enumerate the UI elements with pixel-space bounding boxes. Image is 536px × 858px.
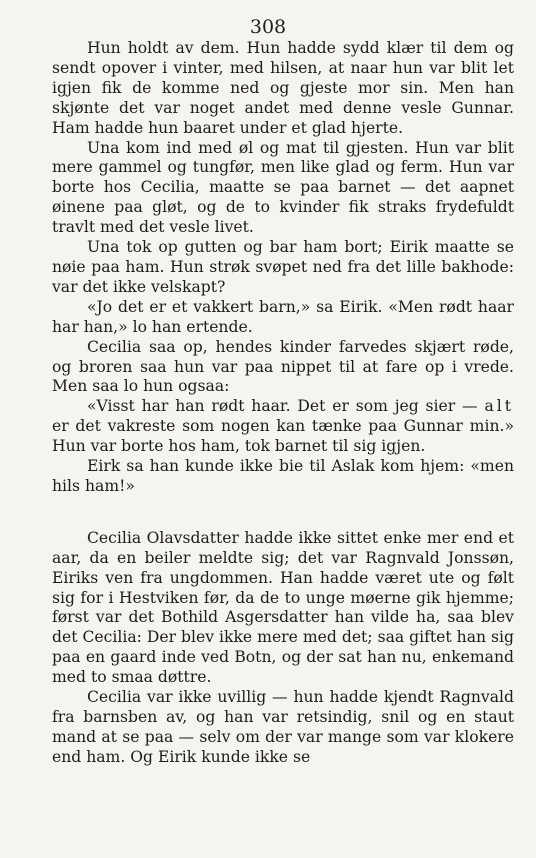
paragraph: Eirk sa han kunde ikke bie til Aslak kom hjem: «men hils ham!»	[52, 457, 514, 495]
paragraph: Hun holdt av dem. Hun hadde sydd klær til dem og sendt opover i vinter, med hilsen, at naar hun var blit let igjen fik de komme ned og gjeste mor sin. Men han skjønte det var noget andet med denne vesle Gunnar. Ham hadde hun baaret under et glad hjerte.	[52, 39, 514, 137]
paragraph: Cecilia saa op, hendes kinder farvedes skjært røde, og broren saa hun var paa nippet til at fare op i vrede. Men saa lo hun ogsaa:	[52, 337, 514, 396]
paragraph: Una kom ind med øl og mat til gjesten. Hun var blit mere gammel og tungfør, men like glad og ferm. Hun var borte hos Cecilia, maatte se paa barnet — det aapnet øinene paa gløt, og de to kvinder fik straks frydefuldt travlt med det vesle livet.	[52, 138, 514, 237]
emphasized-word: alt	[484, 397, 514, 416]
paragraph: Cecilia Olavsdatter hadde ikke sittet enke mer end et aar, da en beiler meldte sig; det var Ragnvald Jonssøn, Eiriks ven fra ungdommen. Han hadde været ute og følt sig for i Hestviken før, da de to unge møerne gik hjemme; først var det Bothild Asgersdatter han vilde ha, saa blev det Cecilia: Der blev ikke mere med det; saa giftet han sig paa en gaard inde ved Botn, og der sat han nu, enkemand med to smaa døttre.	[52, 528, 514, 687]
paragraph: «Jo det er et vakkert barn,» sa Eirik. «Men rødt haar har han,» lo han ertende.	[52, 297, 514, 336]
paragraph-quote	[52, 397, 514, 457]
paragraph: Una tok op gutten og bar ham bort; Eirik maatte se nøie paa ham. Hun strøk svøpet ned fra det lille bakhode: var det ikke velskapt?	[52, 238, 514, 296]
body-text	[52, 39, 514, 768]
paragraph: Cecilia var ikke uvillig — hun hadde kjendt Ragnvald fra barnsben av, og han var retsindig, snil og en staut mand at se paa — selv om der var mange som var klokere end ham. Og Eirik kunde ikke se	[52, 688, 514, 766]
quote-end: er det vakreste som nogen kan tænke paa Gunnar min.» Hun var borte hos ham, tok barnet til sig igjen.	[52, 417, 514, 456]
page-number: 308	[249, 16, 287, 38]
section-break	[52, 497, 514, 529]
quote-start: «Visst har han rødt haar. Det er som jeg sier —	[87, 397, 478, 416]
